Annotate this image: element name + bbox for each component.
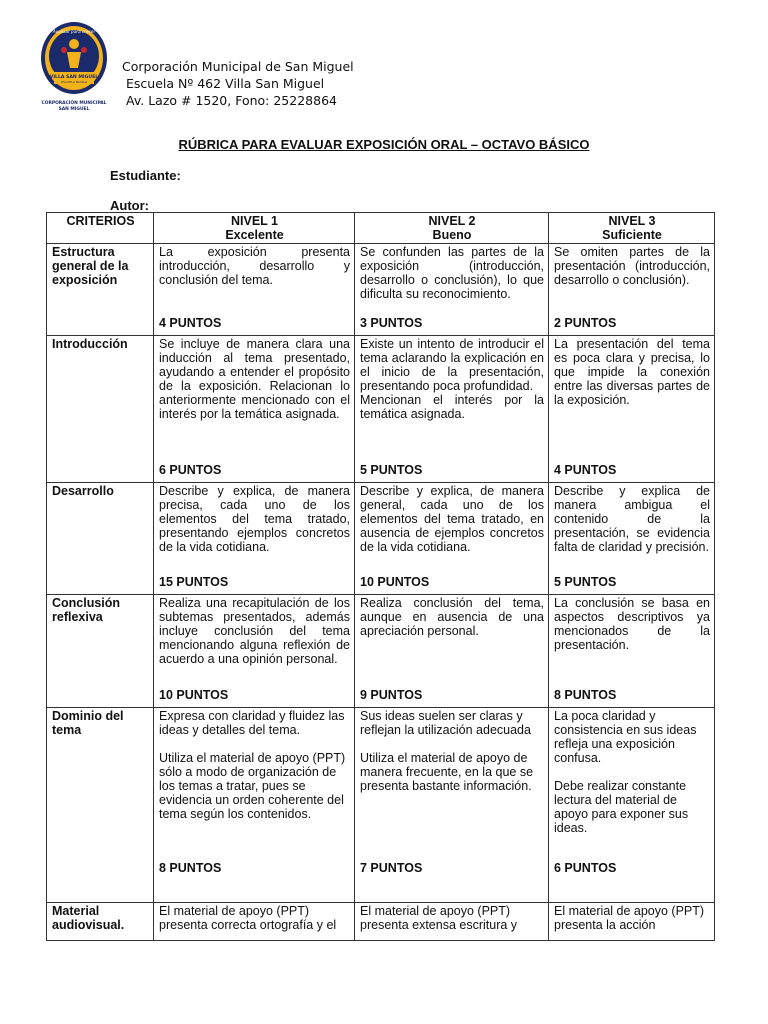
nivel-2-points: 7 PUNTOS xyxy=(360,861,423,875)
nivel-1-description: Se incluye de manera clara una inducción al tema presentado, ayudando a entender el propósito de la exposición. Relacionan lo anteriormente mencionado con el interés por la temática asignada. xyxy=(159,337,350,421)
nivel-2-description: Se confunden las partes de la exposición (introducción, desarrollo o conclusión), lo que dificulta su reconocimiento. xyxy=(360,245,544,301)
nivel-2-points: 10 PUNTOS xyxy=(360,575,430,589)
nivel-3-cell xyxy=(549,903,715,941)
org-name: Corporación Municipal de San Miguel xyxy=(122,59,354,74)
header-nivel-1 xyxy=(154,213,355,244)
nivel-3-description: Describe y explica de manera ambigua el contenido de la presentación, se evidencia falta de claridad y precisión. xyxy=(554,484,710,554)
nivel-1-cell xyxy=(154,483,355,595)
criterio-cell: Introducción xyxy=(47,336,154,483)
nivel-3-cell xyxy=(549,708,715,903)
nivel-1-points: 10 PUNTOS xyxy=(159,688,229,702)
header-nivel-3 xyxy=(549,213,715,244)
nivel-1-cell xyxy=(154,244,355,336)
nivel-2-points: 5 PUNTOS xyxy=(360,463,423,477)
nivel-3-cell xyxy=(549,336,715,483)
nivel-1-points: 4 PUNTOS xyxy=(159,316,222,330)
criterio-cell: Material audiovisual. xyxy=(47,903,154,941)
nivel-1-description: Describe y explica, de manera precisa, cada uno de los elementos del tema tratado, presentando ejemplos concretos de la vida cotidiana. xyxy=(159,484,350,554)
nivel-1-description: El material de apoyo (PPT) presenta correcta ortografía y el xyxy=(159,904,337,932)
table-header-row xyxy=(47,213,715,244)
header-nivel-2-title: NIVEL 2 xyxy=(428,214,476,228)
logo-top-text: Avanzar para crecer xyxy=(52,29,96,34)
header-nivel-3-title: NIVEL 3 xyxy=(608,214,656,228)
nivel-3-points: 5 PUNTOS xyxy=(554,575,617,589)
table-row xyxy=(47,336,715,483)
logo-sub-text: ESCUELA BÁSICA xyxy=(61,80,87,84)
school-name: Escuela Nº 462 Villa San Miguel xyxy=(126,76,325,91)
nivel-3-points: 4 PUNTOS xyxy=(554,463,617,477)
nivel-2-cell xyxy=(355,244,549,336)
nivel-3-cell xyxy=(549,483,715,595)
header-nivel-1-level: Excelente xyxy=(225,228,284,242)
nivel-1-points: 8 PUNTOS xyxy=(159,861,222,875)
nivel-3-cell xyxy=(549,244,715,336)
nivel-1-description: La exposición presenta introducción, desarrollo y conclusión del tema. xyxy=(159,245,350,287)
logo-caption-2: SAN MIGUEL xyxy=(58,107,90,112)
criterio-cell: Desarrollo xyxy=(47,483,154,595)
school-logo xyxy=(38,22,110,118)
nivel-3-cell xyxy=(549,595,715,708)
nivel-3-description: El material de apoyo (PPT) presenta la acción xyxy=(554,904,705,932)
rubric-table xyxy=(46,212,715,941)
nivel-3-description: La conclusión se basa en aspectos descriptivos ya mencionados de la presentación. xyxy=(554,596,710,652)
header-criterios-label: CRITERIOS xyxy=(66,214,135,228)
nivel-2-points: 9 PUNTOS xyxy=(360,688,423,702)
criterio-cell: Estructura general de la exposición xyxy=(47,244,154,336)
nivel-2-cell xyxy=(355,708,549,903)
table-row xyxy=(47,903,715,941)
table-row xyxy=(47,595,715,708)
table-row xyxy=(47,244,715,336)
nivel-2-cell xyxy=(355,483,549,595)
school-crest-icon xyxy=(38,22,110,118)
table-row xyxy=(47,483,715,595)
criterio-cell: Conclusión reflexiva xyxy=(47,595,154,708)
nivel-1-description: Expresa con claridad y fluidez las ideas y detalles del tema. Utiliza el material de apoyo (PPT) sólo a modo de organización de los temas a tratar, pues se evidencia un orden coherente del tema según los contenidos. xyxy=(159,709,346,821)
author-label: Autor: xyxy=(110,198,149,213)
nivel-1-cell xyxy=(154,595,355,708)
organization-info xyxy=(122,58,354,109)
nivel-3-points: 2 PUNTOS xyxy=(554,316,617,330)
nivel-2-cell xyxy=(355,595,549,708)
nivel-3-points: 6 PUNTOS xyxy=(554,861,617,875)
nivel-3-points: 8 PUNTOS xyxy=(554,688,617,702)
student-label: Estudiante: xyxy=(110,168,181,183)
nivel-2-description: El material de apoyo (PPT) presenta extensa escritura y xyxy=(360,904,518,932)
nivel-1-cell xyxy=(154,903,355,941)
nivel-1-description: Realiza una recapitulación de los subtemas presentados, además incluye conclusión del tema mencionando alguna reflexión de acuerdo a una opinión personal. xyxy=(159,596,350,666)
nivel-2-description: Realiza conclusión del tema, aunque en ausencia de una apreciación personal. xyxy=(360,596,544,638)
nivel-1-points: 6 PUNTOS xyxy=(159,463,222,477)
header-criterios xyxy=(47,213,154,244)
header-nivel-3-level: Suficiente xyxy=(602,228,662,242)
table-row xyxy=(47,708,715,903)
nivel-1-points: 15 PUNTOS xyxy=(159,575,229,589)
nivel-2-points: 3 PUNTOS xyxy=(360,316,423,330)
logo-main-text: VILLA SAN MIGUEL xyxy=(49,75,99,80)
nivel-2-description: Describe y explica, de manera general, cada uno de los elementos del tema tratado, en ausencia de ejemplos concretos de la vida cotidiana. xyxy=(360,484,544,554)
nivel-3-description: La poca claridad y consistencia en sus ideas refleja una exposición confusa. Debe realizar constante lectura del material de apoyo para exponer sus ideas. xyxy=(554,709,697,835)
nivel-1-cell xyxy=(154,336,355,483)
nivel-3-description: La presentación del tema es poca clara y precisa, lo que impide la conexión entre las diversas partes de la exposición. xyxy=(554,337,710,407)
nivel-2-description: Sus ideas suelen ser claras y reflejan la utilización adecuada Utiliza el material de apoyo de manera frecuente, en la que se presenta bastante información. xyxy=(360,709,534,793)
header-nivel-2 xyxy=(355,213,549,244)
logo-caption-1: CORPORACIÓN MUNICIPAL xyxy=(41,101,107,106)
header-nivel-2-level: Bueno xyxy=(432,228,472,242)
nivel-1-cell xyxy=(154,708,355,903)
header-nivel-1-title: NIVEL 1 xyxy=(230,214,278,228)
school-address: Av. Lazo # 1520, Fono: 25228864 xyxy=(126,93,337,108)
criterio-cell: Dominio del tema xyxy=(47,708,154,903)
nivel-2-description: Existe un intento de introducir el tema aclarando la explicación en el inicio de la presentación, presentando poca profundidad. Mencionan el interés por la temática asignada. xyxy=(360,337,544,421)
nivel-2-cell xyxy=(355,336,549,483)
nivel-2-cell xyxy=(355,903,549,941)
nivel-3-description: Se omiten partes de la presentación (introducción, desarrollo o conclusión). xyxy=(554,245,710,287)
document-title: RÚBRICA PARA EVALUAR EXPOSICIÓN ORAL – OCTAVO BÁSICO xyxy=(178,137,590,152)
